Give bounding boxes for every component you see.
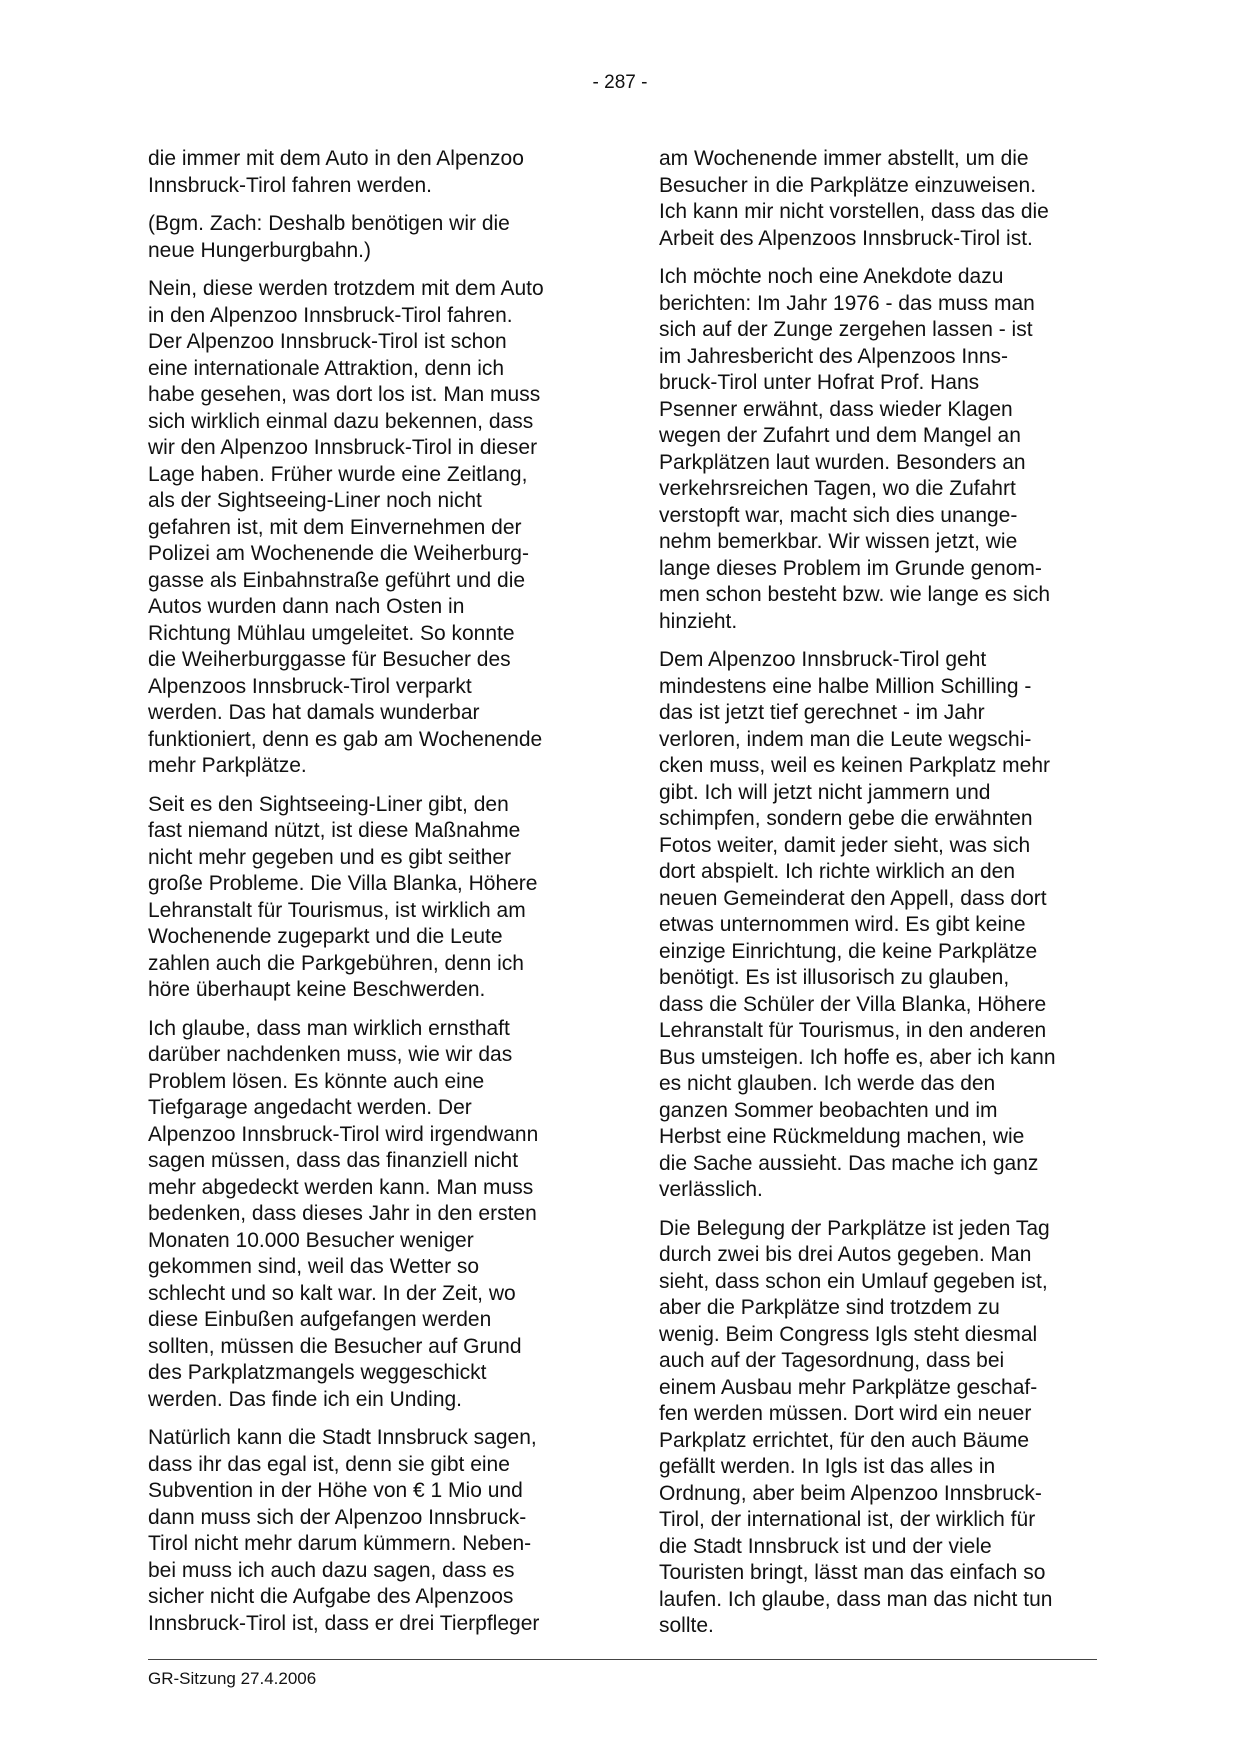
text-line: verkehrsreichen Tagen, wo die Zufahrt bbox=[659, 477, 1016, 500]
text-line: zahlen auch die Parkgebühren, denn ich bbox=[148, 951, 524, 975]
text-line: Lage haben. Früher wurde eine Zeitlang, bbox=[148, 462, 528, 486]
text-line: Natürlich kann die Stadt Innsbruck sagen, bbox=[148, 1426, 537, 1449]
text-line: Bus umsteigen. Ich hoffe es, aber ich kann bbox=[659, 1045, 1056, 1069]
text-line: funktioniert, denn es gab am Wochenende bbox=[148, 727, 543, 751]
text-line: neue Hungerburgbahn.) bbox=[148, 238, 372, 262]
text-line: die Sache aussieht. Das mache ich ganz bbox=[659, 1151, 1039, 1175]
text-line: sollte. bbox=[659, 1614, 714, 1637]
text-line: Der Alpenzoo Innsbruck-Tirol ist schon bbox=[148, 330, 507, 353]
text-line: aber die Parkplätze sind trotzdem zu bbox=[659, 1296, 1000, 1319]
text-line: Die Belegung der Parkplätze ist jeden Tag bbox=[659, 1216, 1050, 1240]
paragraph bbox=[659, 647, 1097, 1204]
text-line: fast niemand nützt, ist diese Maßnahme bbox=[148, 819, 521, 842]
text-line: die Stadt Innsbruck ist und der viele bbox=[659, 1534, 992, 1558]
text-line: die immer mit dem Auto in den Alpenzoo bbox=[148, 147, 524, 170]
paragraph bbox=[148, 1425, 598, 1637]
text-line: Innsbruck-Tirol ist, dass er drei Tierpfleger bbox=[148, 1611, 540, 1635]
text-line: des Parkplatzmangels weggeschickt bbox=[148, 1361, 487, 1384]
paragraph bbox=[148, 146, 598, 199]
right-column bbox=[659, 146, 1097, 1652]
text-line: Lehranstalt für Tourismus, ist wirklich am bbox=[148, 898, 526, 922]
text-line: Besucher in die Parkplätze einzuweisen. bbox=[659, 173, 1037, 197]
text-line: (Bgm. Zach: Deshalb benötigen wir die bbox=[148, 212, 510, 235]
text-line: bedenken, dass dieses Jahr in den ersten bbox=[148, 1202, 537, 1225]
text-line: Lehranstalt für Tourismus, in den anderen bbox=[659, 1019, 1047, 1042]
text-line: verlässlich. bbox=[659, 1178, 763, 1201]
text-line: Autos wurden dann nach Osten in bbox=[148, 595, 465, 618]
text-line: mehr abgedeckt werden kann. Man muss bbox=[148, 1175, 534, 1199]
text-line: Monaten 10.000 Besucher weniger bbox=[148, 1228, 474, 1252]
text-line: sich wirklich einmal dazu bekennen, dass bbox=[148, 409, 534, 433]
text-line: men schon besteht bzw. wie lange es sich bbox=[659, 583, 1051, 606]
text-line: Tirol, der international ist, der wirklich für bbox=[659, 1508, 1036, 1531]
text-line: Alpenzoos Innsbruck-Tirol verparkt bbox=[148, 674, 472, 698]
text-line: Parkplätzen laut wurden. Besonders an bbox=[659, 450, 1026, 474]
text-line: Nein, diese werden trotzdem mit dem Auto bbox=[148, 277, 544, 300]
text-line: in den Alpenzoo Innsbruck-Tirol fahren. bbox=[148, 303, 513, 327]
text-line: lange dieses Problem im Grunde genom- bbox=[659, 556, 1042, 580]
text-line: habe gesehen, was dort los ist. Man muss bbox=[148, 383, 541, 406]
text-line: laufen. Ich glaube, dass man das nicht tun bbox=[659, 1587, 1053, 1611]
text-line: auch auf der Tagesordnung, dass bei bbox=[659, 1349, 1005, 1372]
text-line: hinzieht. bbox=[659, 609, 738, 633]
text-line: Parkplatz errichtet, für den auch Bäume bbox=[659, 1428, 1030, 1452]
text-line: neuen Gemeinderat den Appell, dass dort bbox=[659, 886, 1047, 910]
text-line: verloren, indem man die Leute wegschi- bbox=[659, 727, 1032, 751]
text-line: gasse als Einbahnstraße geführt und die bbox=[148, 568, 526, 592]
text-line: am Wochenende immer abstellt, um die bbox=[659, 147, 1029, 170]
text-line: Ich glaube, dass man wirklich ernsthaft bbox=[148, 1016, 510, 1040]
text-line: Fotos weiter, damit jeder sieht, was sich bbox=[659, 833, 1031, 857]
text-line: eine internationale Attraktion, denn ich bbox=[148, 356, 505, 380]
text-line: einem Ausbau mehr Parkplätze geschaf- bbox=[659, 1375, 1038, 1399]
text-line: Wochenende zugeparkt und die Leute bbox=[148, 925, 503, 948]
text-line: gekommen sind, weil das Wetter so bbox=[148, 1255, 480, 1278]
text-line: Richtung Mühlau umgeleitet. So konnte bbox=[148, 621, 515, 645]
footer-divider bbox=[148, 1659, 1097, 1660]
text-line: werden. Das hat damals wunderbar bbox=[148, 701, 480, 724]
text-line: darüber nachdenken muss, wie wir das bbox=[148, 1043, 513, 1066]
text-line: Tirol nicht mehr darum kümmern. Neben- bbox=[148, 1532, 532, 1555]
text-line: wir den Alpenzoo Innsbruck-Tirol in dieser bbox=[148, 436, 538, 459]
text-line: Dem Alpenzoo Innsbruck-Tirol geht bbox=[659, 648, 987, 671]
text-line: etwas unternommen wird. Es gibt keine bbox=[659, 913, 1026, 936]
text-line: Subvention in der Höhe von € 1 Mio und bbox=[148, 1479, 523, 1502]
text-line: es nicht glauben. Ich werde das den bbox=[659, 1072, 996, 1095]
paragraph bbox=[148, 211, 598, 264]
text-line: sich auf der Zunge zergehen lassen - ist bbox=[659, 318, 1033, 341]
text-line: das ist jetzt tief gerechnet - im Jahr bbox=[659, 701, 985, 724]
text-line: mindestens eine halbe Million Schilling - bbox=[659, 674, 1032, 698]
paragraph bbox=[659, 1216, 1097, 1640]
text-line: Touristen bringt, lässt man das einfach so bbox=[659, 1561, 1046, 1584]
text-line: einzige Einrichtung, die keine Parkplätze bbox=[659, 939, 1038, 963]
footer-session-date: GR-Sitzung 27.4.2006 bbox=[148, 1669, 317, 1688]
text-line: diese Einbußen aufgefangen werden bbox=[148, 1308, 492, 1331]
text-line: im Jahresbericht des Alpenzoos Inns- bbox=[659, 344, 1009, 368]
paragraph bbox=[148, 276, 598, 780]
text-line: Tiefgarage angedacht werden. Der bbox=[148, 1096, 472, 1119]
text-line: schimpfen, sondern gebe die erwähnten bbox=[659, 807, 1033, 830]
text-line: ganzen Sommer beobachten und im bbox=[659, 1098, 998, 1122]
left-column bbox=[148, 146, 598, 1649]
text-line: als der Sightseeing-Liner noch nicht bbox=[148, 489, 482, 512]
text-line: sieht, dass schon ein Umlauf gegeben ist, bbox=[659, 1269, 1048, 1293]
text-line: Herbst eine Rückmeldung machen, wie bbox=[659, 1125, 1025, 1148]
text-line: Arbeit des Alpenzoos Innsbruck-Tirol ist. bbox=[659, 226, 1033, 250]
paragraph bbox=[148, 1016, 598, 1414]
text-line: durch zwei bis drei Autos gegeben. Man bbox=[659, 1243, 1032, 1266]
text-line: benötigt. Es ist illusorisch zu glauben, bbox=[659, 966, 1010, 989]
text-line: cken muss, weil es keinen Parkplatz mehr bbox=[659, 754, 1050, 777]
text-line: bei muss ich auch dazu sagen, dass es bbox=[148, 1558, 515, 1582]
text-line: nicht mehr gegeben und es gibt seither bbox=[148, 845, 512, 869]
text-line: nehm bemerkbar. Wir wissen jetzt, wie bbox=[659, 530, 1018, 553]
text-line: sicher nicht die Aufgabe des Alpenzoos bbox=[148, 1585, 514, 1608]
text-line: gefahren ist, mit dem Einvernehmen der bbox=[148, 515, 522, 539]
paragraph bbox=[148, 792, 598, 1004]
text-line: gefällt werden. In Igls ist das alles in bbox=[659, 1455, 996, 1478]
text-line: fen werden müssen. Dort wird ein neuer bbox=[659, 1402, 1032, 1425]
text-line: dass die Schüler der Villa Blanka, Höhere bbox=[659, 992, 1047, 1016]
text-line: die Weiherburggasse für Besucher des bbox=[148, 648, 511, 671]
page-number: - 287 - bbox=[592, 72, 648, 93]
text-line: Ich kann mir nicht vorstellen, dass das die bbox=[659, 200, 1049, 223]
text-line: dass ihr das egal ist, denn sie gibt eine bbox=[148, 1452, 510, 1476]
text-line: Ordnung, aber beim Alpenzoo Innsbruck- bbox=[659, 1481, 1042, 1505]
text-line: gibt. Ich will jetzt nicht jammern und bbox=[659, 780, 991, 804]
text-line: schlecht und so kalt war. In der Zeit, wo bbox=[148, 1281, 516, 1305]
text-line: höre überhaupt keine Beschwerden. bbox=[148, 978, 486, 1001]
text-line: Seit es den Sightseeing-Liner gibt, den bbox=[148, 792, 509, 816]
text-line: Psenner erwähnt, dass wieder Klagen bbox=[659, 397, 1013, 421]
text-line: werden. Das finde ich ein Unding. bbox=[148, 1387, 463, 1411]
text-line: dann muss sich der Alpenzoo Innsbruck- bbox=[148, 1505, 527, 1529]
text-line: Polizei am Wochenende die Weiherburg- bbox=[148, 542, 529, 565]
text-line: mehr Parkplätze. bbox=[148, 754, 307, 777]
text-line: sollten, müssen die Besucher auf Grund bbox=[148, 1334, 522, 1358]
text-line: Ich möchte noch eine Anekdote dazu bbox=[659, 265, 1004, 288]
text-line: wegen der Zufahrt und dem Mangel an bbox=[659, 424, 1021, 447]
text-line: Problem lösen. Es könnte auch eine bbox=[148, 1069, 485, 1093]
text-line: sagen müssen, dass das finanziell nicht bbox=[148, 1149, 519, 1172]
paragraph bbox=[659, 264, 1097, 635]
text-line: große Probleme. Die Villa Blanka, Höhere bbox=[148, 872, 538, 895]
text-line: Innsbruck-Tirol fahren werden. bbox=[148, 173, 433, 197]
paragraph bbox=[659, 146, 1097, 252]
text-line: wenig. Beim Congress Igls steht diesmal bbox=[659, 1322, 1038, 1346]
text-line: berichten: Im Jahr 1976 - das muss man bbox=[659, 291, 1035, 315]
text-line: Alpenzoo Innsbruck-Tirol wird irgendwann bbox=[148, 1122, 539, 1146]
text-line: dort abspielt. Ich richte wirklich an den bbox=[659, 860, 1016, 883]
text-line: bruck-Tirol unter Hofrat Prof. Hans bbox=[659, 371, 980, 394]
text-line: verstopft war, macht sich dies unange- bbox=[659, 503, 1018, 527]
